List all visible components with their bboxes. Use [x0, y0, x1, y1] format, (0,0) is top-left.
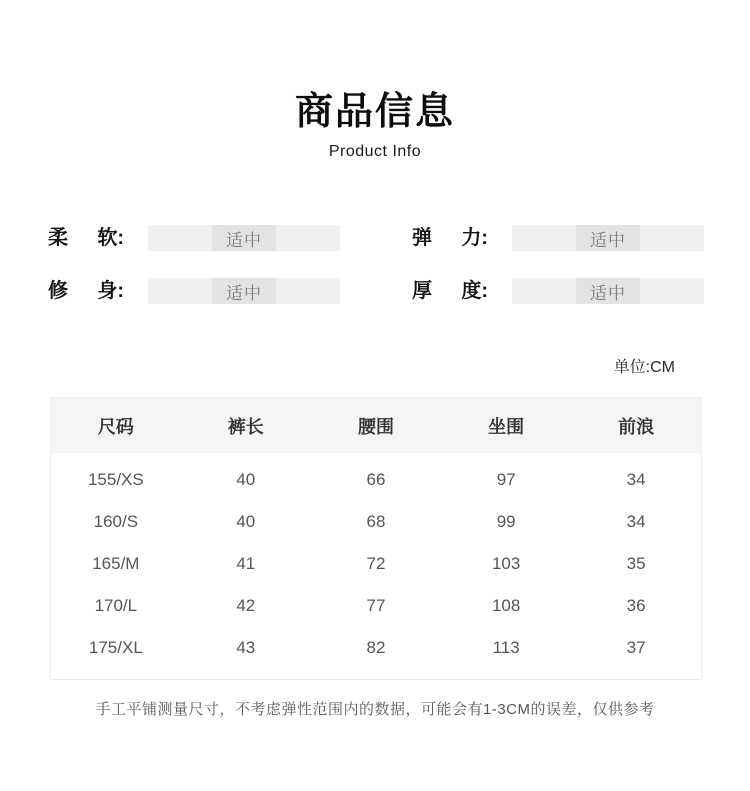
- attribute-bar: [148, 278, 340, 304]
- page-title: 商品信息: [294, 91, 455, 133]
- attribute-section: [48, 225, 704, 304]
- column-header-hip: 坐围: [441, 398, 571, 454]
- header-row: [51, 398, 702, 454]
- attribute-elasticity: [412, 225, 704, 251]
- table-row: [51, 501, 702, 543]
- attribute-bar: [512, 225, 704, 251]
- attribute-label-char: 力:: [461, 227, 488, 249]
- attribute-label-char: 身:: [97, 280, 124, 302]
- attribute-label-char: 修: [48, 280, 68, 302]
- attribute-label-char: 软:: [97, 227, 124, 249]
- attribute-label: [48, 278, 124, 304]
- attribute-label-char: 度:: [461, 280, 488, 302]
- table-cell: 113: [441, 627, 571, 680]
- attribute-fit: [48, 278, 340, 304]
- attribute-value-badge: 适中: [576, 278, 640, 304]
- table-cell: 35: [571, 543, 701, 585]
- table-cell: 155/XS: [51, 453, 181, 501]
- column-header-front-rise: 前浪: [571, 398, 701, 454]
- column-header-pant-length: 裤长: [181, 398, 311, 454]
- size-table-header: [51, 398, 702, 454]
- table-cell: 175/XL: [51, 627, 181, 680]
- size-table-body: [51, 453, 702, 680]
- table-cell: 36: [571, 585, 701, 627]
- table-cell: 170/L: [51, 585, 181, 627]
- column-header-waist: 腰围: [311, 398, 441, 454]
- attribute-row: [48, 225, 704, 251]
- attribute-row: [48, 278, 704, 304]
- page-subtitle: Product Info: [328, 143, 422, 160]
- column-header-size: 尺码: [51, 398, 181, 454]
- table-cell: 66: [311, 453, 441, 501]
- attribute-label: [412, 225, 488, 251]
- table-cell: 77: [311, 585, 441, 627]
- attribute-value-badge: 适中: [212, 278, 276, 304]
- table-cell: 34: [571, 501, 701, 543]
- table-cell: 103: [441, 543, 571, 585]
- table-cell: 40: [181, 453, 311, 501]
- table-row: [51, 585, 702, 627]
- table-cell: 108: [441, 585, 571, 627]
- table-cell: 72: [311, 543, 441, 585]
- table-cell: 42: [181, 585, 311, 627]
- attribute-softness: [48, 225, 340, 251]
- table-cell: 40: [181, 501, 311, 543]
- table-cell: 43: [181, 627, 311, 680]
- attribute-label-char: 厚: [412, 280, 432, 302]
- attribute-bar: [512, 278, 704, 304]
- measurement-disclaimer: 手工平铺测量尺寸，不考虑弹性范围内的数据，可能会有1-3CM的误差，仅供参考: [95, 701, 655, 718]
- table-cell: 37: [571, 627, 701, 680]
- table-cell: 68: [311, 501, 441, 543]
- table-cell: 99: [441, 501, 571, 543]
- attribute-label: [412, 278, 488, 304]
- attribute-label-char: 柔: [48, 227, 68, 249]
- title-block: [0, 0, 750, 161]
- attribute-thickness: [412, 278, 704, 304]
- table-cell: 82: [311, 627, 441, 680]
- table-row: [51, 453, 702, 501]
- table-row: [51, 627, 702, 680]
- attribute-value-badge: 适中: [212, 225, 276, 251]
- attribute-label: [48, 225, 124, 251]
- attribute-bar: [148, 225, 340, 251]
- unit-label: 单位:CM: [613, 359, 675, 376]
- table-cell: 97: [441, 453, 571, 501]
- table-cell: 41: [181, 543, 311, 585]
- table-cell: 34: [571, 453, 701, 501]
- attribute-value-badge: 适中: [576, 225, 640, 251]
- size-table: [50, 397, 702, 680]
- table-row: [51, 543, 702, 585]
- attribute-label-char: 弹: [412, 227, 432, 249]
- table-cell: 160/S: [51, 501, 181, 543]
- table-cell: 165/M: [51, 543, 181, 585]
